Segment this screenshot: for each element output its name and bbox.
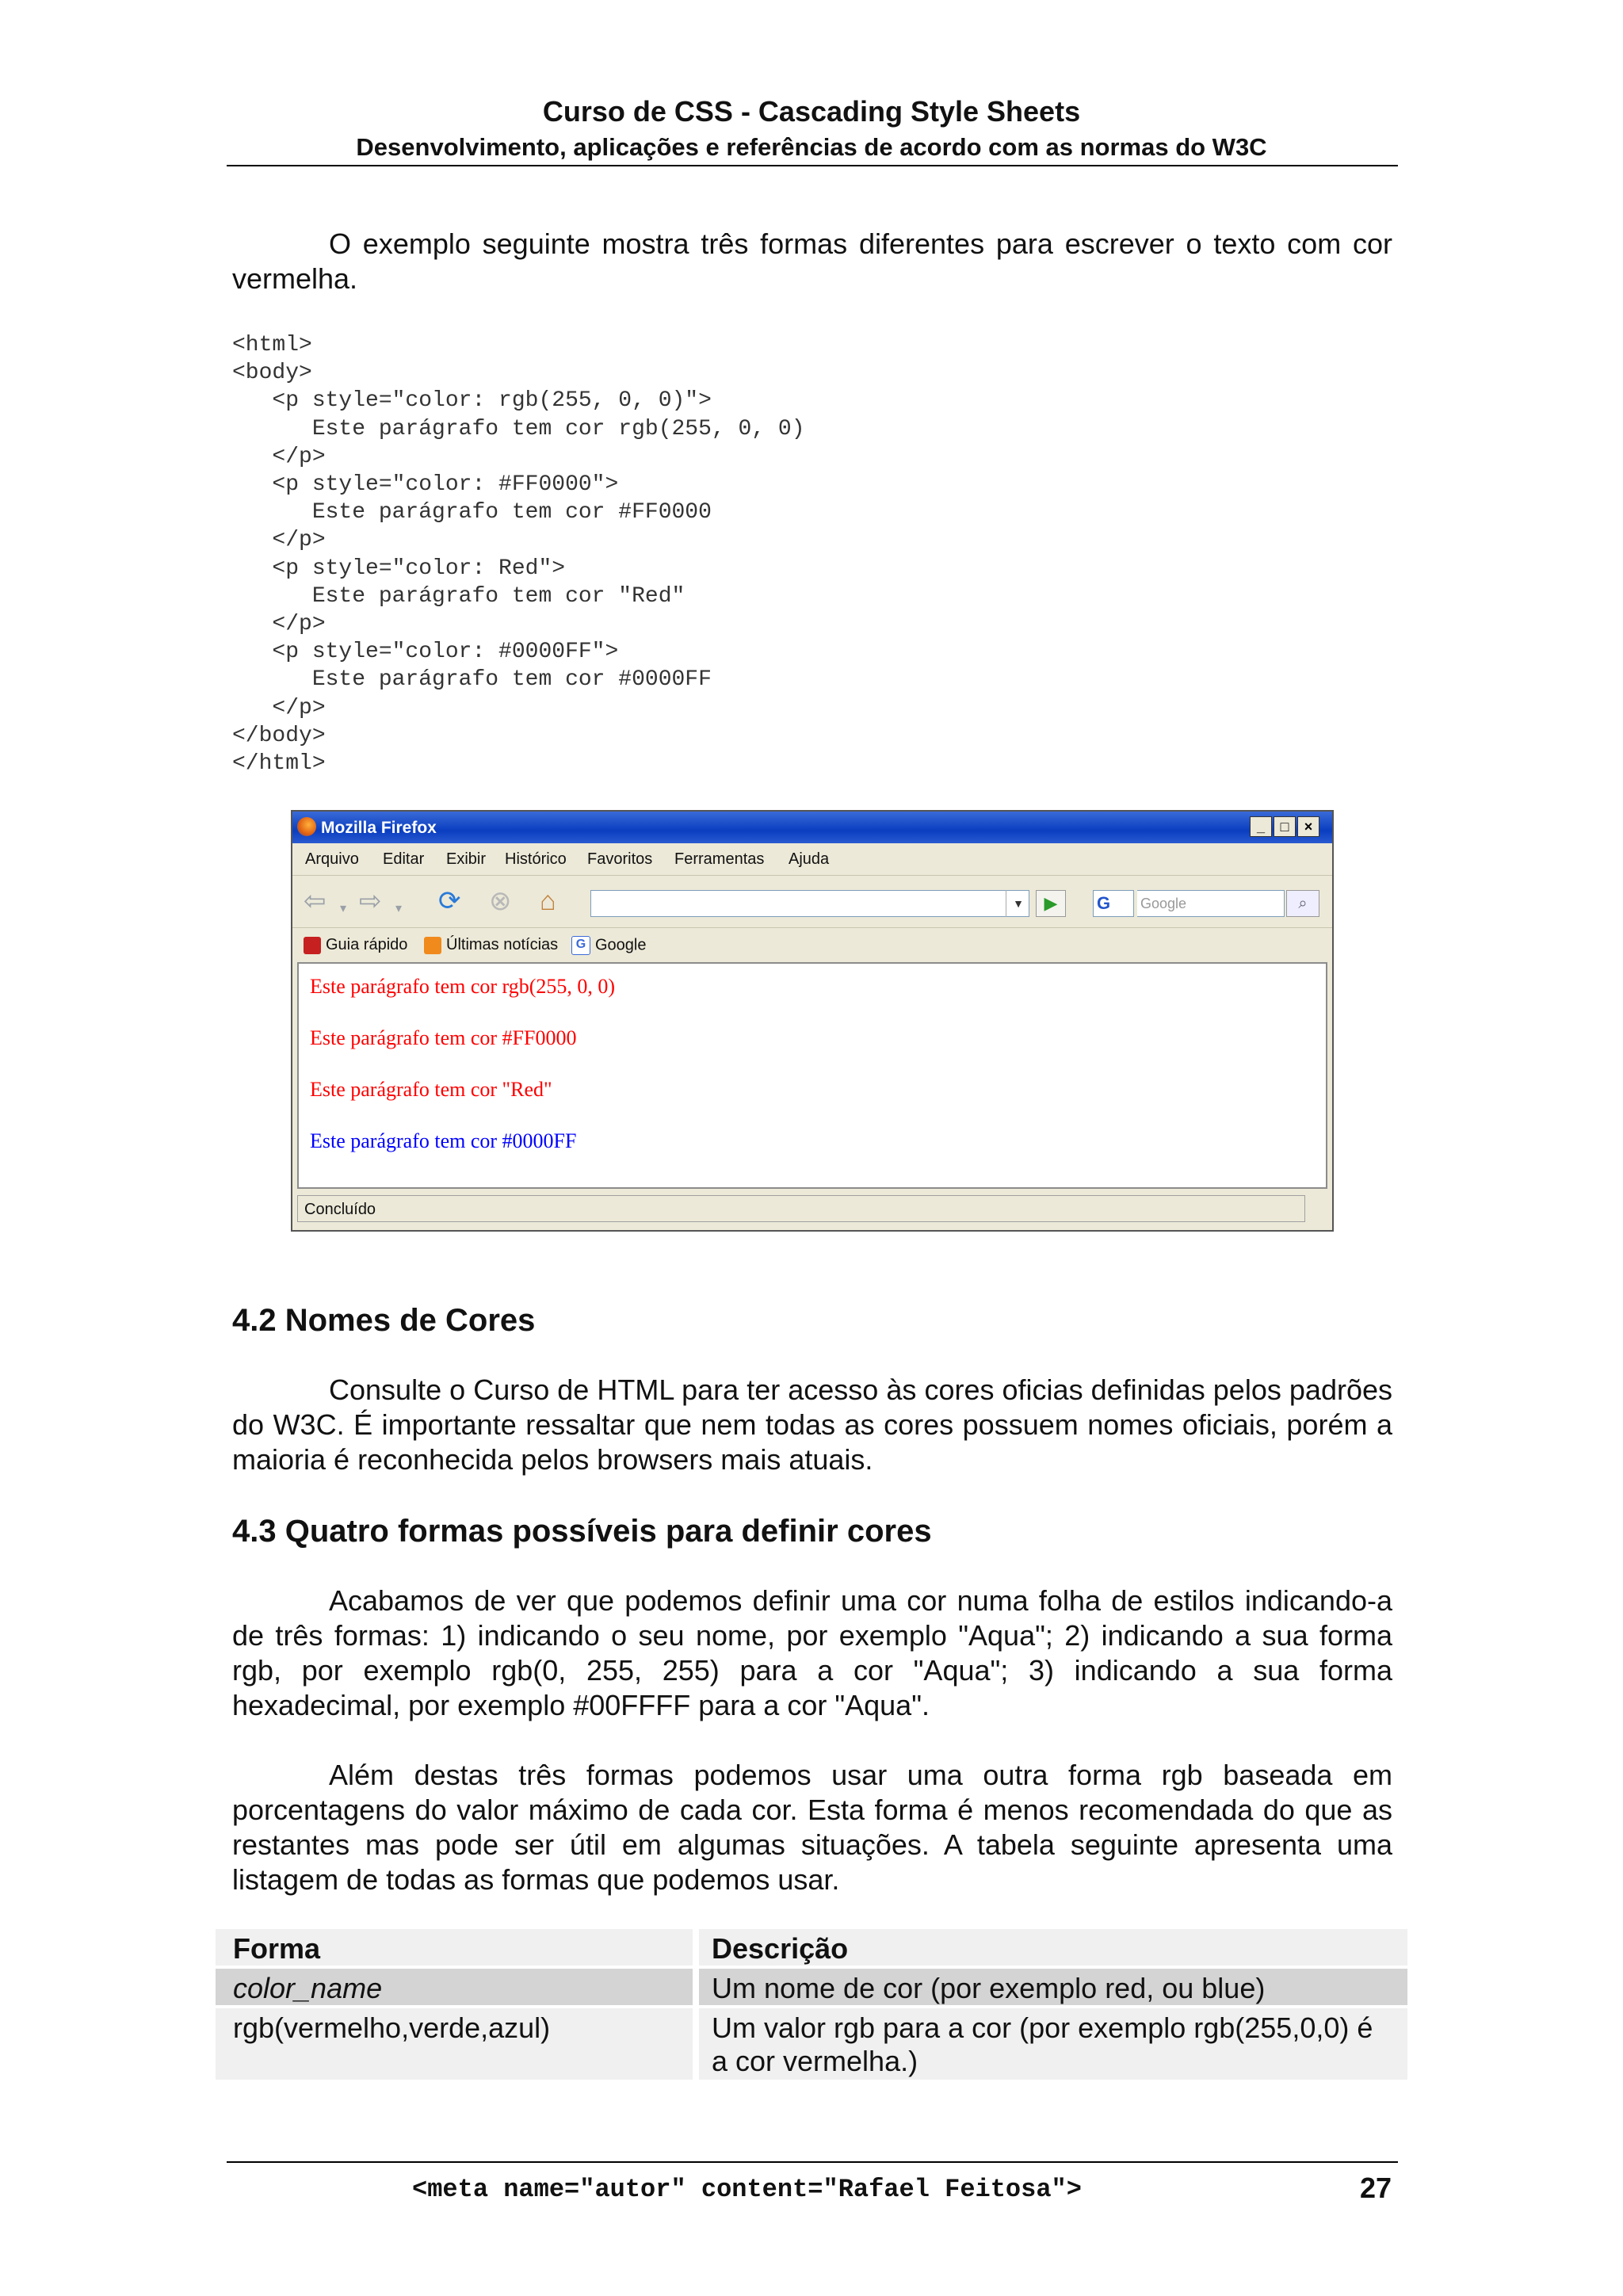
code-line: Este parágrafo tem cor #0000FF	[232, 667, 712, 693]
header-rule	[227, 165, 1398, 166]
document-subtitle: Desenvolvimento, aplicações e referências de acordo com as normas do W3C	[356, 133, 1267, 161]
code-example	[232, 331, 805, 777]
code-line: <p style="color: #0000FF">	[232, 640, 619, 665]
browser-screenshot	[291, 810, 1334, 1232]
browser-navbar	[292, 875, 1332, 928]
table-cell: Um valor rgb para a cor (por exemplo rgb(255,0,0) é a cor vermelha.)	[699, 2008, 1407, 2080]
code-line: Este parágrafo tem cor "Red"	[232, 583, 685, 609]
code-line: </p>	[232, 444, 326, 469]
code-line: </p>	[232, 695, 326, 720]
menu-ferramentas[interactable]: Ferramentas	[674, 850, 765, 868]
section-heading: 4.3 Quatro formas possíveis para definir cores	[232, 1514, 932, 1549]
table-header-row	[216, 1929, 1407, 1966]
document-title: Curso de CSS - Cascading Style Sheets	[542, 95, 1081, 128]
browser-titlebar	[292, 812, 1332, 843]
rendered-paragraph: Este parágrafo tem cor "Red"	[310, 1078, 552, 1101]
table-row	[216, 2008, 1407, 2080]
browser-window-title: Mozilla Firefox	[321, 819, 437, 837]
code-line: Este parágrafo tem cor rgb(255, 0, 0)	[232, 416, 805, 441]
back-icon[interactable]: ⇦	[304, 886, 327, 916]
rendered-paragraph: Este parágrafo tem cor #FF0000	[310, 1026, 577, 1049]
table-header-cell: Descrição	[699, 1929, 1407, 1966]
table-cell: rgb(vermelho,verde,azul)	[216, 2008, 693, 2080]
code-line: <p style="color: rgb(255, 0, 0)">	[232, 388, 712, 414]
intro-paragraph	[232, 227, 1392, 296]
google-icon: G	[571, 936, 590, 955]
firefox-logo-icon	[297, 817, 316, 836]
code-line: </html>	[232, 751, 326, 777]
page-number: 27	[1360, 2172, 1392, 2204]
table-row	[216, 1969, 1407, 2005]
browser-viewport	[297, 962, 1327, 1189]
code-line: </p>	[232, 612, 326, 637]
bookmark-label: Últimas notícias	[446, 936, 559, 953]
back-dropdown-icon[interactable]: ▾	[340, 902, 347, 915]
section-text: Consulte o Curso de HTML para ter acesso às cores oficias definidas pelos padrões do W3C. É importante ressaltar que nem todas as cores possuem nomes oficiais, porém a maioria é reconhecida pelos browsers mais atuais.	[232, 1373, 1392, 1476]
footer-rule	[227, 2161, 1398, 2163]
search-engine-icon[interactable]: G	[1093, 890, 1134, 917]
rss-icon	[424, 937, 441, 954]
code-line: <body>	[232, 361, 312, 386]
section-paragraph	[232, 1373, 1392, 1477]
bookmark-icon	[304, 937, 321, 954]
code-line: </p>	[232, 528, 326, 553]
minimize-icon[interactable]: _	[1250, 816, 1272, 837]
table-cell: color_name	[216, 1969, 693, 2005]
code-line: <p style="color: #FF0000">	[232, 472, 619, 498]
browser-menubar	[292, 843, 1332, 875]
bookmark-ultimas-noticias[interactable]	[424, 936, 558, 954]
reload-icon[interactable]: ⟳	[438, 886, 461, 916]
go-icon[interactable]: ▶	[1036, 890, 1066, 917]
section-text: Além destas três formas podemos usar uma outra forma rgb baseada em porcentagens do valor máximo de cada cor. Esta forma é menos recomendada do que as restantes mas pode ser útil em algumas situações. A tabela seguinte apresenta uma listagem de todas as formas que podemos usar.	[232, 1759, 1392, 1896]
code-line: </body>	[232, 723, 326, 748]
forward-icon[interactable]: ⇨	[359, 886, 382, 916]
code-line: Este parágrafo tem cor #FF0000	[232, 500, 712, 525]
bookmarks-toolbar	[292, 927, 1332, 963]
menu-ajuda[interactable]: Ajuda	[789, 850, 830, 868]
rendered-paragraph: Este parágrafo tem cor rgb(255, 0, 0)	[310, 975, 616, 998]
intro-text: O exemplo seguinte mostra três formas diferentes para escrever o texto com cor vermelha.	[232, 227, 1392, 295]
section-paragraph	[232, 1584, 1392, 1723]
menu-editar[interactable]: Editar	[383, 850, 425, 868]
close-icon[interactable]: ×	[1297, 816, 1319, 837]
table-header-cell: Forma	[216, 1929, 693, 1966]
bookmark-label: Google	[595, 936, 647, 954]
menu-favoritos[interactable]: Favoritos	[587, 850, 653, 868]
code-line: <p style="color: Red">	[232, 556, 566, 581]
search-input[interactable]: Google	[1137, 890, 1285, 917]
rendered-paragraph: Este parágrafo tem cor #0000FF	[310, 1129, 577, 1152]
bookmark-google[interactable]	[571, 936, 647, 955]
code-line: <html>	[232, 333, 312, 357]
status-text: Concluído	[297, 1195, 1305, 1222]
section-paragraph	[232, 1758, 1392, 1897]
menu-historico[interactable]: Histórico	[505, 850, 567, 868]
maximize-icon[interactable]: □	[1274, 816, 1296, 837]
section-heading: 4.2 Nomes de Cores	[232, 1303, 536, 1338]
menu-exibir[interactable]: Exibir	[446, 850, 487, 868]
status-bar	[297, 1195, 1327, 1224]
footer-meta: <meta name="autor" content="Rafael Feitosa">	[412, 2175, 1082, 2204]
address-dropdown-icon[interactable]: ▼	[1006, 890, 1030, 917]
search-icon[interactable]: ⌕	[1286, 890, 1319, 917]
menu-arquivo[interactable]: Arquivo	[305, 850, 359, 868]
section-text: Acabamos de ver que podemos definir uma cor numa folha de estilos indicando-a de três formas: 1) indicando o seu nome, por exemplo "Aqua"; 2) indicando a sua forma rgb, por exemplo rgb(0, 255, 255) para a cor "Aqua"; 3) indicando a sua forma hexadecimal, por exemplo #00FFFF para a cor "Aqua".	[232, 1584, 1392, 1721]
address-bar[interactable]	[590, 890, 1029, 917]
stop-icon[interactable]: ⊗	[489, 886, 512, 916]
table-cell: Um nome de cor (por exemplo red, ou blue)	[699, 1969, 1407, 2005]
home-icon[interactable]: ⌂	[540, 886, 556, 916]
bookmark-guia-rapido[interactable]	[304, 936, 407, 954]
forward-dropdown-icon[interactable]: ▾	[395, 902, 403, 915]
bookmark-label: Guia rápido	[326, 936, 408, 953]
